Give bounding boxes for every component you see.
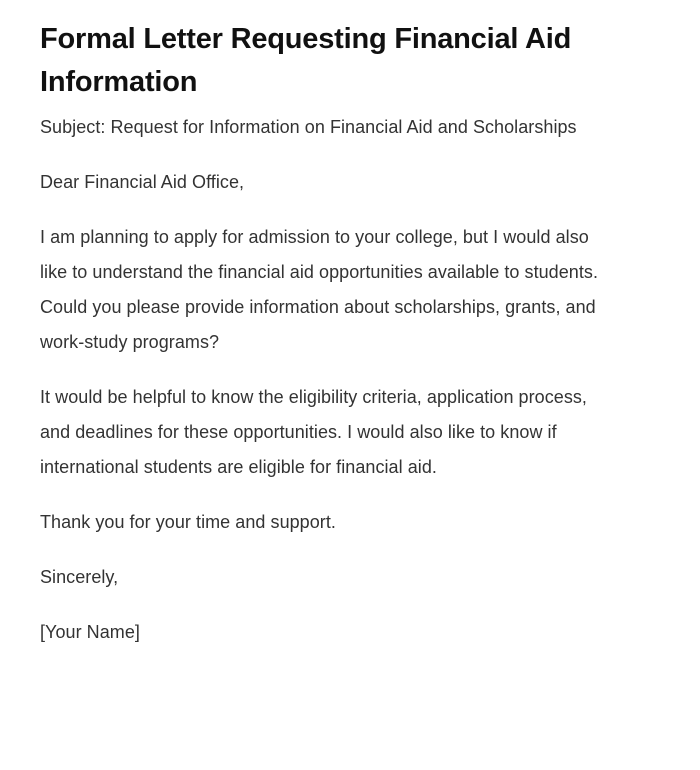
page-title: Formal Letter Requesting Financial Aid Information xyxy=(40,23,572,98)
paragraph-thanks: Thank you for your time and support. xyxy=(40,512,336,532)
paragraph-subject: Subject: Request for Information on Financial Aid and Scholarships xyxy=(40,117,577,137)
paragraph-closing: Sincerely, xyxy=(40,567,119,587)
paragraph-details: It would be helpful to know the eligibility criteria, application process, and deadlines for these opportunities. I would also like to know if international students are eligible for financial aid. xyxy=(40,387,587,477)
paragraph-intro: I am planning to apply for admission to your college, but I would also like to understand the financial aid opportunities available to students. Could you please provide information about scholarships, grants, and work-study programs? xyxy=(40,227,599,352)
letter-body xyxy=(40,110,612,650)
paragraph-signature: [Your Name] xyxy=(40,622,140,642)
paragraph-salutation: Dear Financial Aid Office, xyxy=(40,172,245,192)
